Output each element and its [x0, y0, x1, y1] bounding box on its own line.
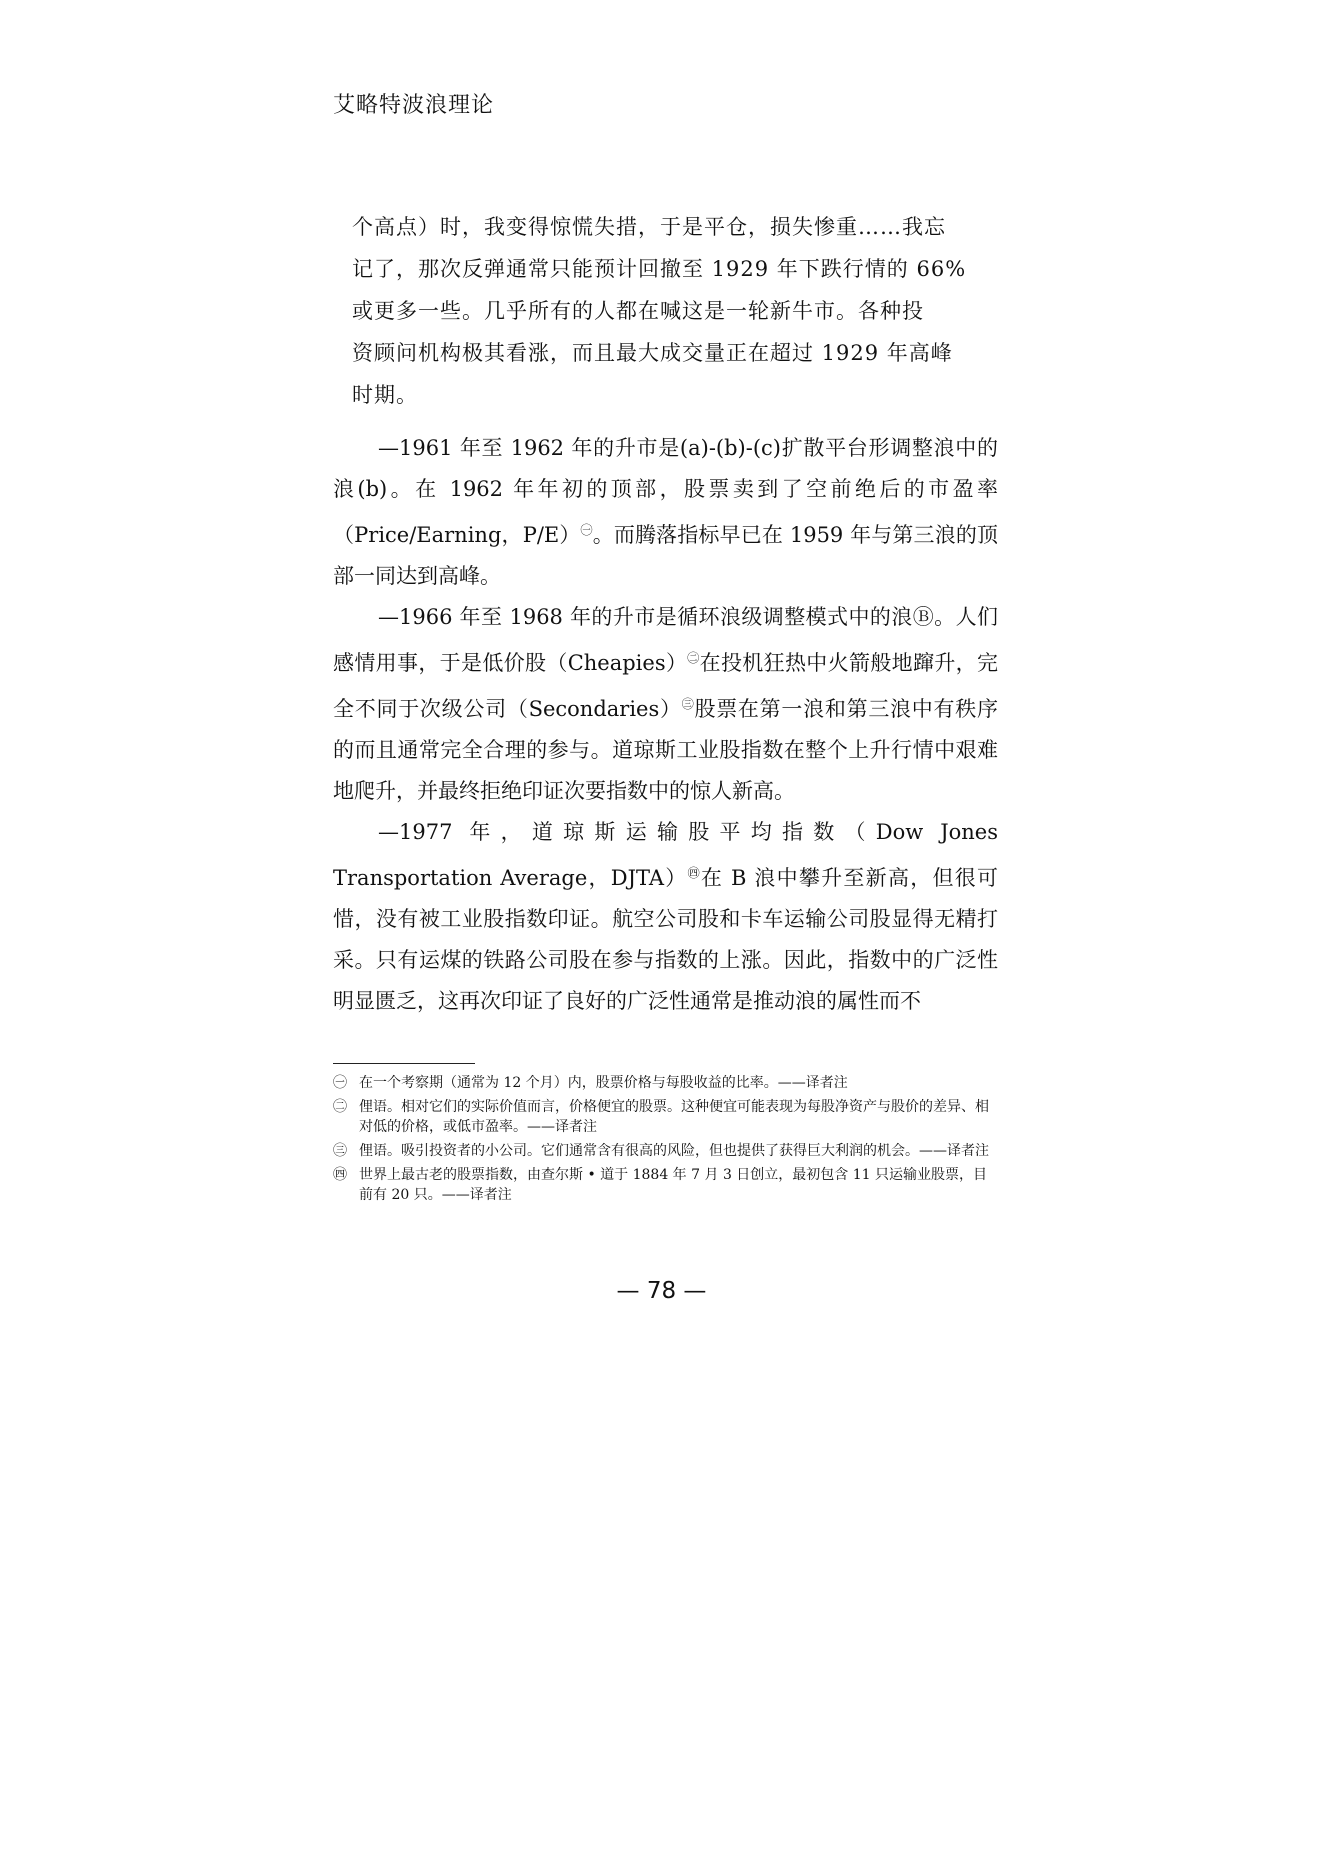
paragraph-text: —1961 年至 1962 年的升市是(a)-(b)-(c)扩散平台形调整浪中的浪(b)。在 1962 年年初的顶部，股票卖到了空前绝后的市盈率（Price/Earning，P/E）: [333, 436, 998, 547]
footnote-text: 俚语。相对它们的实际价值而言，价格便宜的股票。这种便宜可能表现为每股净资产与股价的差异、相对低的价格，或低市盈率。——译者注: [359, 1099, 989, 1135]
paragraph-text: 在 B 浪中攀升至新高，但很可惜，没有被工业股指数印证。航空公司股和卡车运输公司股显得无精打采。只有运煤的铁路公司股在参与指数的上涨。因此，指数中的广泛性明显匮乏，这再次印证了良好的广泛性通常是推动浪的属性而不: [333, 866, 998, 1013]
paragraph-text: —1966 年至 1968 年的升市是循环浪级调整模式中的浪Ⓑ。人们感情用事，于是低价股（Cheapies）: [333, 605, 998, 675]
footnote-ref-4[interactable]: ㊃: [687, 866, 701, 880]
paragraph-text: —1977 年，道琼斯运输股平均指数（Dow Jones Transportation Average，DJTA）: [333, 820, 998, 890]
footnote-3: [333, 1141, 998, 1161]
footnote-text: 俚语。吸引投资者的小公司。它们通常含有很高的风险，但也提供了获得巨大利润的机会。——译者注: [359, 1143, 989, 1159]
footnote-4: [333, 1165, 998, 1205]
footnote-ref-1[interactable]: ㊀: [580, 523, 593, 537]
body-text: [333, 428, 998, 1022]
footnote-1: [333, 1073, 998, 1093]
footnote-mark: ㊂: [333, 1143, 347, 1159]
quote-line: 记了，那次反弹通常只能预计回撤至 1929 年下跌行情的 66%: [352, 257, 967, 281]
paragraph-text: 在投机狂热中火箭般地蹿升，完全不同于次级公司（Secondaries）: [333, 651, 998, 721]
paragraph-1966: [333, 597, 998, 812]
quote-line: 或更多一些。几乎所有的人都在喊这是一轮新牛市。各种投: [352, 299, 924, 323]
footnote-text: 在一个考察期（通常为 12 个月）内，股票价格与每股收益的比率。——译者注: [359, 1075, 848, 1091]
footnote-mark: ㊁: [333, 1099, 347, 1115]
paragraph-text: 股票在第一浪和第三浪中有秩序的而且通常完全合理的参与。道琼斯工业股指数在整个上升行情中艰难地爬升，并最终拒绝印证次要指数中的惊人新高。: [333, 697, 998, 803]
quote-line: 时期。: [352, 383, 418, 407]
quote-line: 个高点）时，我变得惊慌失措，于是平仓，损失惨重……我忘: [352, 215, 946, 239]
footnote-ref-2[interactable]: ㊁: [687, 651, 700, 665]
footnote-text: 世界上最古老的股票指数，由查尔斯 • 道于 1884 年 7 月 3 日创立，最初包含 11 只运输业股票，目前有 20 只。——译者注: [359, 1167, 988, 1203]
footnote-mark: ㊃: [333, 1167, 347, 1183]
footnotes: [333, 1073, 998, 1209]
footnote-2: [333, 1097, 998, 1137]
footnote-ref-3[interactable]: ㊂: [681, 697, 695, 711]
footnote-mark: ㊀: [333, 1075, 347, 1091]
paragraph-1961: [333, 428, 998, 597]
running-head: 艾略特波浪理论: [333, 93, 495, 118]
footnote-divider: [333, 1063, 475, 1064]
paragraph-text: 。而腾落指标早已在 1959 年与第三浪的顶部一同达到高峰。: [333, 523, 998, 588]
quote-line: 资顾问机构极其看涨，而且最大成交量正在超过 1929 年高峰: [352, 341, 953, 365]
page-number: — 78 —: [616, 1278, 707, 1304]
block-quote: [352, 206, 990, 416]
paragraph-1977: [333, 812, 998, 1022]
